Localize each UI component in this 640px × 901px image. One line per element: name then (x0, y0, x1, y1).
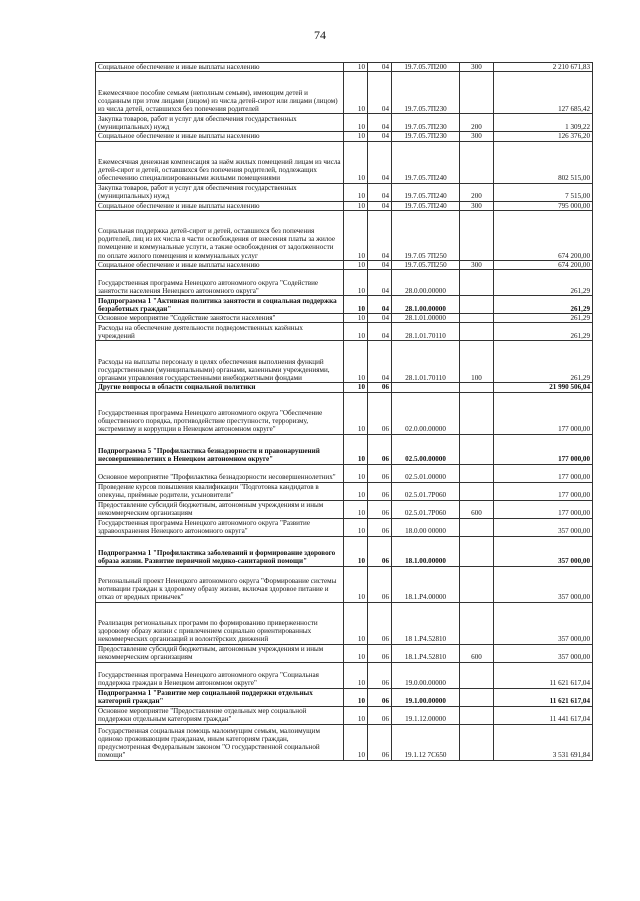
subsection-code: 06 (368, 536, 392, 566)
target-article-code (392, 383, 460, 392)
target-article-code: 19.7.05.7П240 (392, 141, 460, 183)
amount: 11 621 617,04 (494, 662, 593, 688)
amount: 674 200,00 (494, 260, 593, 269)
row-name: Подпрограмма 1 "Активная политика занятости и социальная поддержка безработных граждан" (96, 296, 344, 314)
target-article-code: 19.7.05.7П240 (392, 201, 460, 210)
subsection-code: 04 (368, 323, 392, 341)
section-code: 10 (344, 688, 368, 706)
row-name: Основное мероприятие "Предоставление отдельных мер социальной поддержки отдельным категориям граждан" (96, 706, 344, 724)
table-row (96, 210, 593, 260)
expense-type-code: 600 (460, 644, 494, 662)
expense-type-code (460, 314, 494, 323)
table-row (96, 383, 593, 392)
row-name: Расходы на обеспечение деятельности подведомственных казённых учреждений (96, 323, 344, 341)
row-name: Социальное обеспечение и иные выплаты населению (96, 63, 344, 72)
table-row (96, 662, 593, 688)
target-article-code: 28.1.01.70110 (392, 341, 460, 383)
row-name: Социальное обеспечение и иные выплаты населению (96, 201, 344, 210)
table-row (96, 536, 593, 566)
row-name: Предоставление субсидий бюджетным, автономным учреждениям и иным некоммерческим организациям (96, 500, 344, 518)
amount: 177 000,00 (494, 482, 593, 500)
target-article-code: 02.5.01.00000 (392, 464, 460, 482)
amount: 11 621 617,04 (494, 688, 593, 706)
subsection-code: 04 (368, 201, 392, 210)
subsection-code: 06 (368, 662, 392, 688)
amount: 357 000,00 (494, 644, 593, 662)
row-name: Социальное обеспечение и иные выплаты населению (96, 132, 344, 141)
row-name: Государственная программа Ненецкого автономного округа "Социальная поддержка граждан в Ненецком автономном округе" (96, 662, 344, 688)
target-article-code: 19.7.05.7П230 (392, 132, 460, 141)
amount: 127 685,42 (494, 72, 593, 114)
table-row (96, 434, 593, 464)
target-article-code: 19.7.05.7П230 (392, 114, 460, 132)
section-code: 10 (344, 323, 368, 341)
subsection-code: 04 (368, 141, 392, 183)
amount: 3 531 691,84 (494, 724, 593, 760)
subsection-code: 06 (368, 644, 392, 662)
table-row (96, 644, 593, 662)
section-code: 10 (344, 270, 368, 296)
table-row (96, 270, 593, 296)
section-code: 10 (344, 201, 368, 210)
table-row (96, 706, 593, 724)
amount: 177 000,00 (494, 392, 593, 434)
table-row (96, 482, 593, 500)
amount: 177 000,00 (494, 500, 593, 518)
amount: 357 000,00 (494, 536, 593, 566)
subsection-code: 06 (368, 518, 392, 536)
expense-type-code: 200 (460, 114, 494, 132)
expense-type-code: 300 (460, 132, 494, 141)
subsection-code: 04 (368, 341, 392, 383)
target-article-code: 19.7.05 7П250 (392, 210, 460, 260)
section-code: 10 (344, 464, 368, 482)
row-name: Закупка товаров, работ и услуг для обеспечения государственных (муниципальных) нужд (96, 114, 344, 132)
target-article-code: 19.7.05.7П240 (392, 183, 460, 201)
amount: 2 210 671,83 (494, 63, 593, 72)
row-name: Государственная программа Ненецкого автономного округа "Содействие занятости населения Ненецкого автономного округа" (96, 270, 344, 296)
subsection-code: 04 (368, 270, 392, 296)
target-article-code: 02.5.01.7Р060 (392, 482, 460, 500)
table-row (96, 566, 593, 602)
amount: 261,29 (494, 341, 593, 383)
row-name: Предоставление субсидий бюджетным, автономным учреждениям и иным некоммерческим организациям (96, 644, 344, 662)
target-article-code: 18.1.Р4.52810 (392, 644, 460, 662)
budget-table-body (96, 63, 593, 761)
expense-type-code (460, 724, 494, 760)
expense-type-code (460, 270, 494, 296)
amount: 126 376,20 (494, 132, 593, 141)
table-row (96, 602, 593, 644)
row-name: Основное мероприятие "Профилактика безнадзорности несовершеннолетних" (96, 464, 344, 482)
target-article-code: 18.1.Р4.00000 (392, 566, 460, 602)
subsection-code: 06 (368, 392, 392, 434)
subsection-code: 04 (368, 296, 392, 314)
table-row (96, 132, 593, 141)
table-row (96, 323, 593, 341)
amount: 795 000,00 (494, 201, 593, 210)
table-row (96, 63, 593, 72)
amount: 261,29 (494, 314, 593, 323)
amount: 261,29 (494, 270, 593, 296)
expense-type-code: 300 (460, 63, 494, 72)
section-code: 10 (344, 296, 368, 314)
target-article-code: 28.0.00.00000 (392, 270, 460, 296)
target-article-code: 02.5.00.00000 (392, 434, 460, 464)
expense-type-code (460, 518, 494, 536)
section-code: 10 (344, 662, 368, 688)
expense-type-code (460, 464, 494, 482)
subsection-code: 04 (368, 63, 392, 72)
section-code: 10 (344, 72, 368, 114)
expense-type-code (460, 536, 494, 566)
row-name: Расходы на выплаты персоналу в целях обеспечения выполнения функций государственными (муниципальными) органами, казенными учреждениями, органами управления государственными внебюджетными фондами (96, 341, 344, 383)
row-name: Реализация региональных программ по формированию приверженности здоровому образу жизни с привлечением социально ориентированных некоммерческих организаций и волонтёрских движений (96, 602, 344, 644)
target-article-code: 28.1.01.00000 (392, 314, 460, 323)
amount: 177 000,00 (494, 434, 593, 464)
subsection-code: 04 (368, 183, 392, 201)
table-row (96, 314, 593, 323)
amount: 802 515,00 (494, 141, 593, 183)
target-article-code: 28.1.00.00000 (392, 296, 460, 314)
expense-type-code (460, 323, 494, 341)
subsection-code: 04 (368, 72, 392, 114)
section-code: 10 (344, 724, 368, 760)
row-name: Другие вопросы в области социальной политики (96, 383, 344, 392)
row-name: Закупка товаров, работ и услуг для обеспечения государственных (муниципальных) нужд (96, 183, 344, 201)
row-name: Государственная программа Ненецкого автономного округа "Обеспечение общественного порядка, противодействие преступности, терроризму, экстремизму и коррупции в Ненецком автономном округе" (96, 392, 344, 434)
amount: 357 000,00 (494, 566, 593, 602)
expense-type-code (460, 434, 494, 464)
table-row (96, 141, 593, 183)
row-name: Основное мероприятие "Содействие занятости населения" (96, 314, 344, 323)
target-article-code: 19.1.12 7С650 (392, 724, 460, 760)
section-code: 10 (344, 536, 368, 566)
table-row (96, 464, 593, 482)
subsection-code: 06 (368, 383, 392, 392)
expense-type-code: 300 (460, 201, 494, 210)
row-name: Государственная программа Ненецкого автономного округа "Развитие здравоохранения Ненецкого автономного округа" (96, 518, 344, 536)
section-code: 10 (344, 706, 368, 724)
subsection-code: 06 (368, 434, 392, 464)
target-article-code: 19.7.05.7П230 (392, 72, 460, 114)
section-code: 10 (344, 210, 368, 260)
expense-type-code (460, 482, 494, 500)
section-code: 10 (344, 260, 368, 269)
row-name: Подпрограмма 1 "Профилактика заболеваний и формирование здорового образа жизни. Развитие первичной медико-санитарной помощи" (96, 536, 344, 566)
subsection-code: 06 (368, 688, 392, 706)
subsection-code: 04 (368, 210, 392, 260)
section-code: 10 (344, 434, 368, 464)
table-row (96, 201, 593, 210)
section-code: 10 (344, 141, 368, 183)
section-code: 10 (344, 482, 368, 500)
table-row (96, 114, 593, 132)
expense-type-code: 300 (460, 260, 494, 269)
section-code: 10 (344, 518, 368, 536)
expense-type-code (460, 141, 494, 183)
target-article-code: 18 1.Р4.52810 (392, 602, 460, 644)
subsection-code: 04 (368, 314, 392, 323)
row-name: Социальное обеспечение и иные выплаты населению (96, 260, 344, 269)
table-row (96, 72, 593, 114)
expense-type-code: 100 (460, 341, 494, 383)
section-code: 10 (344, 500, 368, 518)
amount: 674 200,00 (494, 210, 593, 260)
amount: 177 000,00 (494, 464, 593, 482)
section-code: 10 (344, 183, 368, 201)
table-row (96, 296, 593, 314)
subsection-code: 06 (368, 500, 392, 518)
table-row (96, 260, 593, 269)
target-article-code: 19.7.05.7П200 (392, 63, 460, 72)
section-code: 10 (344, 392, 368, 434)
expense-type-code (460, 210, 494, 260)
table-row (96, 724, 593, 760)
subsection-code: 06 (368, 724, 392, 760)
target-article-code: 19.0.00.00000 (392, 662, 460, 688)
target-article-code: 02.0.00.00000 (392, 392, 460, 434)
row-name: Подпрограмма 5 "Профилактика безнадзорности и правонарушений несовершеннолетних в Ненецком автономном округе" (96, 434, 344, 464)
target-article-code: 18.0.00 00000 (392, 518, 460, 536)
subsection-code: 06 (368, 566, 392, 602)
table-row (96, 183, 593, 201)
section-code: 10 (344, 314, 368, 323)
budget-table (95, 62, 593, 761)
expense-type-code: 600 (460, 500, 494, 518)
amount: 357 000,00 (494, 602, 593, 644)
subsection-code: 06 (368, 706, 392, 724)
page-number: 74 (314, 28, 326, 42)
amount: 11 441 617,04 (494, 706, 593, 724)
section-code: 10 (344, 383, 368, 392)
expense-type-code: 200 (460, 183, 494, 201)
amount: 21 990 506,04 (494, 383, 593, 392)
target-article-code: 02.5.01.7Р060 (392, 500, 460, 518)
row-name: Ежемесячная денежная компенсация за наём жилых помещений лицам из числа детей-сирот и детей, оставшихся без попечения родителей, подлежащих обеспечению специализированными жилыми помещениями (96, 141, 344, 183)
table-row (96, 688, 593, 706)
table-row (96, 518, 593, 536)
section-code: 10 (344, 602, 368, 644)
expense-type-code (460, 706, 494, 724)
subsection-code: 06 (368, 482, 392, 500)
table-row (96, 392, 593, 434)
row-name: Проведение курсов повышения квалификации "Подготовка кандидатов в опекуны, приёмные родители, усыновители" (96, 482, 344, 500)
subsection-code: 04 (368, 132, 392, 141)
section-code: 10 (344, 114, 368, 132)
expense-type-code (460, 72, 494, 114)
row-name: Подпрограмма 1 "Развитие мер социальной поддержки отдельных категорий граждан" (96, 688, 344, 706)
row-name: Региональный проект Ненецкого автономного округа "Формирование системы мотивации граждан к здоровому образу жизни, включая здоровое питание и отказ от вредных привычек" (96, 566, 344, 602)
section-code: 10 (344, 341, 368, 383)
amount: 357 000,00 (494, 518, 593, 536)
amount: 261,29 (494, 323, 593, 341)
target-article-code: 18.1.00.00000 (392, 536, 460, 566)
amount: 261,29 (494, 296, 593, 314)
section-code: 10 (344, 644, 368, 662)
row-name: Социальная поддержка детей-сирот и детей, оставшихся без попечения родителей, лиц из их числа в части освобождения от внесения платы за жилое помещение и коммунальные услуги, а также освобождения от задолженности по оплате жилого помещения и коммунальных услуг (96, 210, 344, 260)
expense-type-code (460, 392, 494, 434)
expense-type-code (460, 602, 494, 644)
amount: 7 515,00 (494, 183, 593, 201)
amount: 1 309,22 (494, 114, 593, 132)
target-article-code: 28.1.01.70110 (392, 323, 460, 341)
target-article-code: 19.1.00.00000 (392, 688, 460, 706)
subsection-code: 04 (368, 260, 392, 269)
table-row (96, 500, 593, 518)
expense-type-code (460, 383, 494, 392)
target-article-code: 19.1.12.00000 (392, 706, 460, 724)
row-name: Государственная социальная помощь малоимущим семьям, малоимущим одиноко проживающим гражданам, иным категориям граждан, предусмотренная Федеральным законом "О государственной социальной помощи" (96, 724, 344, 760)
target-article-code: 19.7.05.7П250 (392, 260, 460, 269)
expense-type-code (460, 296, 494, 314)
subsection-code: 06 (368, 602, 392, 644)
expense-type-code (460, 566, 494, 602)
table-row (96, 341, 593, 383)
section-code: 10 (344, 566, 368, 602)
expense-type-code (460, 688, 494, 706)
section-code: 10 (344, 132, 368, 141)
subsection-code: 06 (368, 464, 392, 482)
row-name: Ежемесячное пособие семьям (неполным семьям), имеющим детей и созданным при этом лицами (лицом) из числа детей-сирот или лицами (лицом) из числа детей, оставшихся без попечения родителей (96, 72, 344, 114)
subsection-code: 04 (368, 114, 392, 132)
section-code: 10 (344, 63, 368, 72)
expense-type-code (460, 662, 494, 688)
